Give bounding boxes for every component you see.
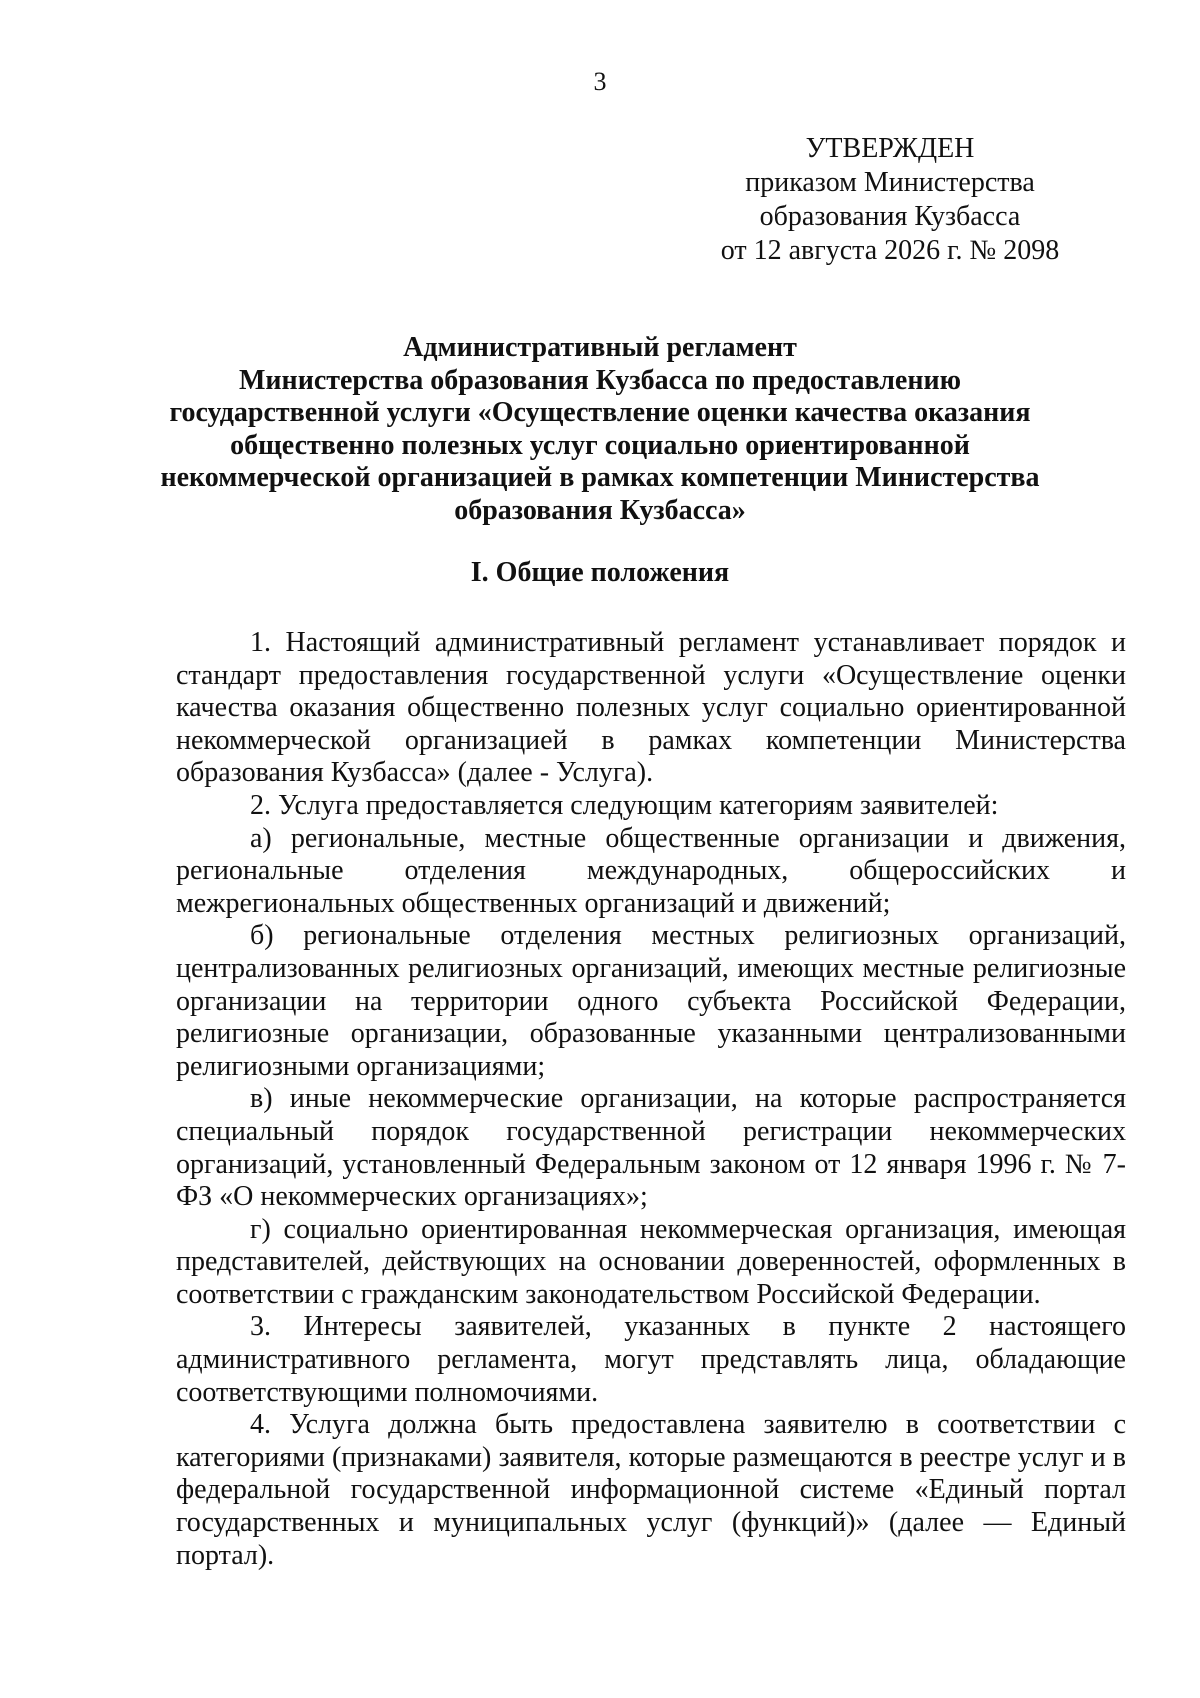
paragraph-3: 3. Интересы заявителей, указанных в пункте 2 настоящего административного регламента, могут представлять лица, обладающие соответствующими полномочиями. [176, 1311, 1126, 1408]
title-line: некоммерческой организацией в рамках компетенции Министерства [160, 462, 1040, 493]
paragraph-1: 1. Настоящий административный регламент устанавливает порядок и стандарт предоставления государственной услуги «Осуществление оценки качества оказания общественно полезных услуг социально ориентированной некоммерческой организацией в рамках компетенции Министерства образования Кузбасса» (далее - Услуга). [176, 627, 1126, 789]
paragraph-2: 2. Услуга предоставляется следующим категориям заявителей: [250, 789, 999, 821]
paragraph-4: 4. Услуга должна быть предоставлена заявителю в соответствии с категориями (признаками) заявителя, которые размещаются в реестре услуг и в федеральной государственной информационной системе «Единый портал государственных и муниципальных услуг (функций)» (далее — Единый портал). [176, 1409, 1126, 1571]
section-heading: I. Общие положения [470, 557, 730, 588]
approval-stamp-block [700, 132, 1080, 268]
approval-line: приказом Министерства [745, 167, 1035, 198]
title-line: образования Кузбасса» [454, 494, 746, 526]
approval-line: образования Кузбасса [759, 201, 1021, 232]
paragraph-2b: б) региональные отделения местных религиозных организаций, централизованных религиозных организаций, имеющих местные религиозные организации на территории одного субъекта Российской Федерации, религиозные организации, образованные указанными централизованными религиозными организациями; [176, 920, 1126, 1082]
document-body [176, 627, 1126, 1572]
title-line: общественно полезных услуг социально ориентированной [230, 429, 970, 461]
paragraph-2g: г) социально ориентированная некоммерческая организация, имеющая представителей, действующих на основании доверенностей, оформленных в соответствии с гражданским законодательством Российской Федерации. [176, 1213, 1126, 1310]
title-line: государственной услуги «Осуществление оценки качества оказания [169, 397, 1031, 428]
paragraph-2a: а) региональные, местные общественные организации и движения, региональные отделения международных, общероссийских и межрегиональных общественных организаций и движений; [176, 822, 1126, 919]
title-line: Административный регламент [403, 332, 797, 363]
document-title [140, 332, 1060, 527]
title-line: Министерства образования Кузбасса по предоставлению [239, 364, 961, 396]
paragraph-2v: в) иные некоммерческие организации, на которые распространяется специальный порядок государственной регистрации некоммерческих организаций, установленный Федеральным законом от 12 января 1996 г. № 7-ФЗ «О некоммерческих организациях»; [176, 1083, 1126, 1213]
approval-line: УТВЕРЖДЕН [805, 133, 975, 164]
page-number: 3 [593, 67, 607, 96]
approval-line: от 12 августа 2026 г. № 2098 [720, 235, 1060, 266]
